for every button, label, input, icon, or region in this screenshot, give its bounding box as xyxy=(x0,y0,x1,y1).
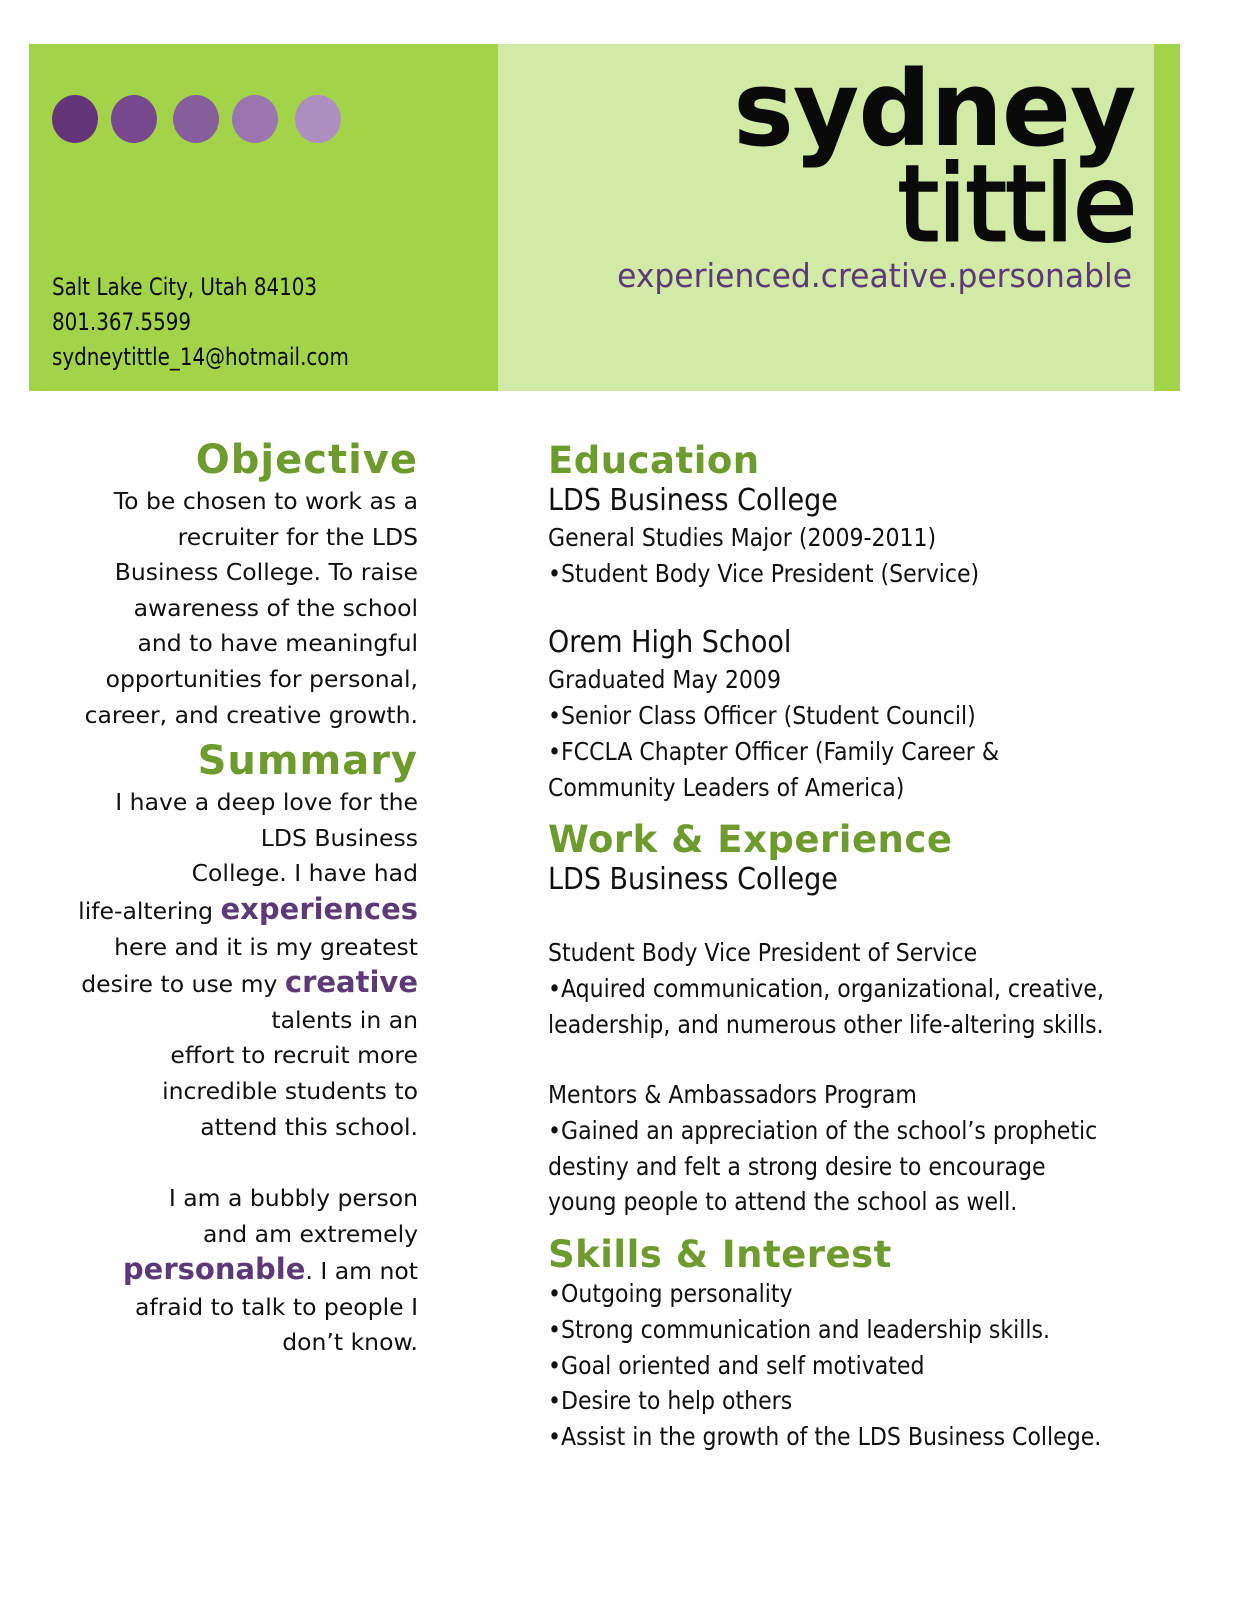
summary-line: I am a bubbly person xyxy=(168,1184,418,1213)
summary-line: effort to recruit more xyxy=(170,1041,418,1070)
skill-item: •Strong communication and leadership skills. xyxy=(548,1314,1051,1344)
summary-line: and am extremely xyxy=(203,1219,418,1248)
objective-line: career, and creative growth. xyxy=(84,700,418,729)
skill-item: •Desire to help others xyxy=(548,1386,793,1416)
role-title: Mentors & Ambassadors Program xyxy=(548,1080,917,1110)
summary-line: talents in an xyxy=(271,1005,418,1034)
dot-icon xyxy=(295,95,341,143)
dot-icon xyxy=(111,95,157,143)
objective-heading: Objective xyxy=(195,437,418,483)
school-name: LDS Business College xyxy=(548,483,838,518)
summary-line: afraid to talk to people I xyxy=(134,1292,418,1321)
skill-item: •Assist in the growth of the LDS Business College. xyxy=(548,1421,1102,1451)
objective-line: Business College. To raise xyxy=(114,558,418,587)
spacer xyxy=(548,899,1178,935)
education-heading: Education xyxy=(548,439,760,482)
right-column xyxy=(548,440,1178,1455)
school-detail: General Studies Major (2009-2011) xyxy=(548,523,937,552)
dot-icon xyxy=(232,95,278,143)
contact-phone: 801.367.5599 xyxy=(52,308,191,336)
contact-info xyxy=(52,270,375,375)
work-heading: Work & Experience xyxy=(548,818,953,862)
summary-line xyxy=(40,965,418,1003)
role-line: young people to attend the school as well. xyxy=(548,1187,1018,1217)
school-bullet: •FCCLA Chapter Officer (Family Career & xyxy=(548,736,1000,766)
dot-icon xyxy=(173,95,219,143)
school-detail: Graduated May 2009 xyxy=(548,665,781,695)
summary-line: I have a deep love for the xyxy=(115,788,418,817)
work-org: LDS Business College xyxy=(548,862,838,898)
contact-address: Salt Lake City, Utah 84103 xyxy=(52,273,318,301)
skill-item: •Goal oriented and self motivated xyxy=(548,1350,925,1380)
summary-line: attend this school. xyxy=(200,1112,418,1141)
summary-line: don’t know. xyxy=(282,1328,418,1357)
role-title: Student Body Vice President of Service xyxy=(548,938,978,968)
summary-line xyxy=(40,1252,418,1290)
summary-line: here and it is my greatest xyxy=(114,932,418,961)
skill-item: •Outgoing personality xyxy=(548,1279,793,1309)
left-column xyxy=(40,436,418,1361)
dot-icon xyxy=(52,95,98,143)
summary-heading: Summary xyxy=(197,738,418,785)
summary-line xyxy=(40,892,418,930)
highlight-personable: personable xyxy=(122,1252,306,1287)
last-name: tittle xyxy=(897,143,1136,265)
contact-email: sydneytittle_14@hotmail.com xyxy=(52,343,349,371)
role-line: leadership, and numerous other life-altering skills. xyxy=(548,1009,1104,1039)
candidate-name xyxy=(725,48,1136,265)
objective-text xyxy=(40,484,418,733)
role-line: •Aquired communication, organizational, creative, xyxy=(548,973,1104,1003)
objective-line: opportunities for personal, xyxy=(105,664,418,693)
school-bullet: •Student Body Vice President (Service) xyxy=(548,558,980,588)
objective-line: recruiter for the LDS xyxy=(177,522,418,551)
first-name: sydney xyxy=(733,48,1136,170)
summary-line: College. I have had xyxy=(191,859,418,888)
skills-heading: Skills & Interest xyxy=(548,1233,892,1277)
highlight-creative: creative xyxy=(284,965,418,1000)
spacer xyxy=(40,1145,418,1181)
school-bullet: •Senior Class Officer (Student Council) xyxy=(548,701,976,731)
tagline: experienced.creative.personable xyxy=(617,256,1132,295)
summary-text xyxy=(40,785,418,1361)
spacer xyxy=(548,591,1178,624)
spacer xyxy=(548,1042,1178,1077)
objective-line: To be chosen to work as a xyxy=(113,487,418,515)
summary-line: LDS Business xyxy=(260,823,418,852)
summary-text-span: desire to use my xyxy=(81,970,285,999)
summary-text-span: . I am not xyxy=(305,1257,418,1286)
objective-line: awareness of the school xyxy=(133,593,418,622)
school-bullet: Community Leaders of America) xyxy=(548,772,905,802)
school-name: Orem High School xyxy=(548,625,792,661)
header-accent-strip xyxy=(1154,44,1180,391)
summary-line: incredible students to xyxy=(162,1076,418,1105)
summary-text-span: life-altering xyxy=(78,896,221,925)
role-line: •Gained an appreciation of the school’s prophetic xyxy=(548,1116,1098,1146)
objective-line: and to have meaningful xyxy=(137,629,418,658)
highlight-experiences: experiences xyxy=(220,891,418,926)
role-line: destiny and felt a strong desire to encourage xyxy=(548,1151,1046,1181)
